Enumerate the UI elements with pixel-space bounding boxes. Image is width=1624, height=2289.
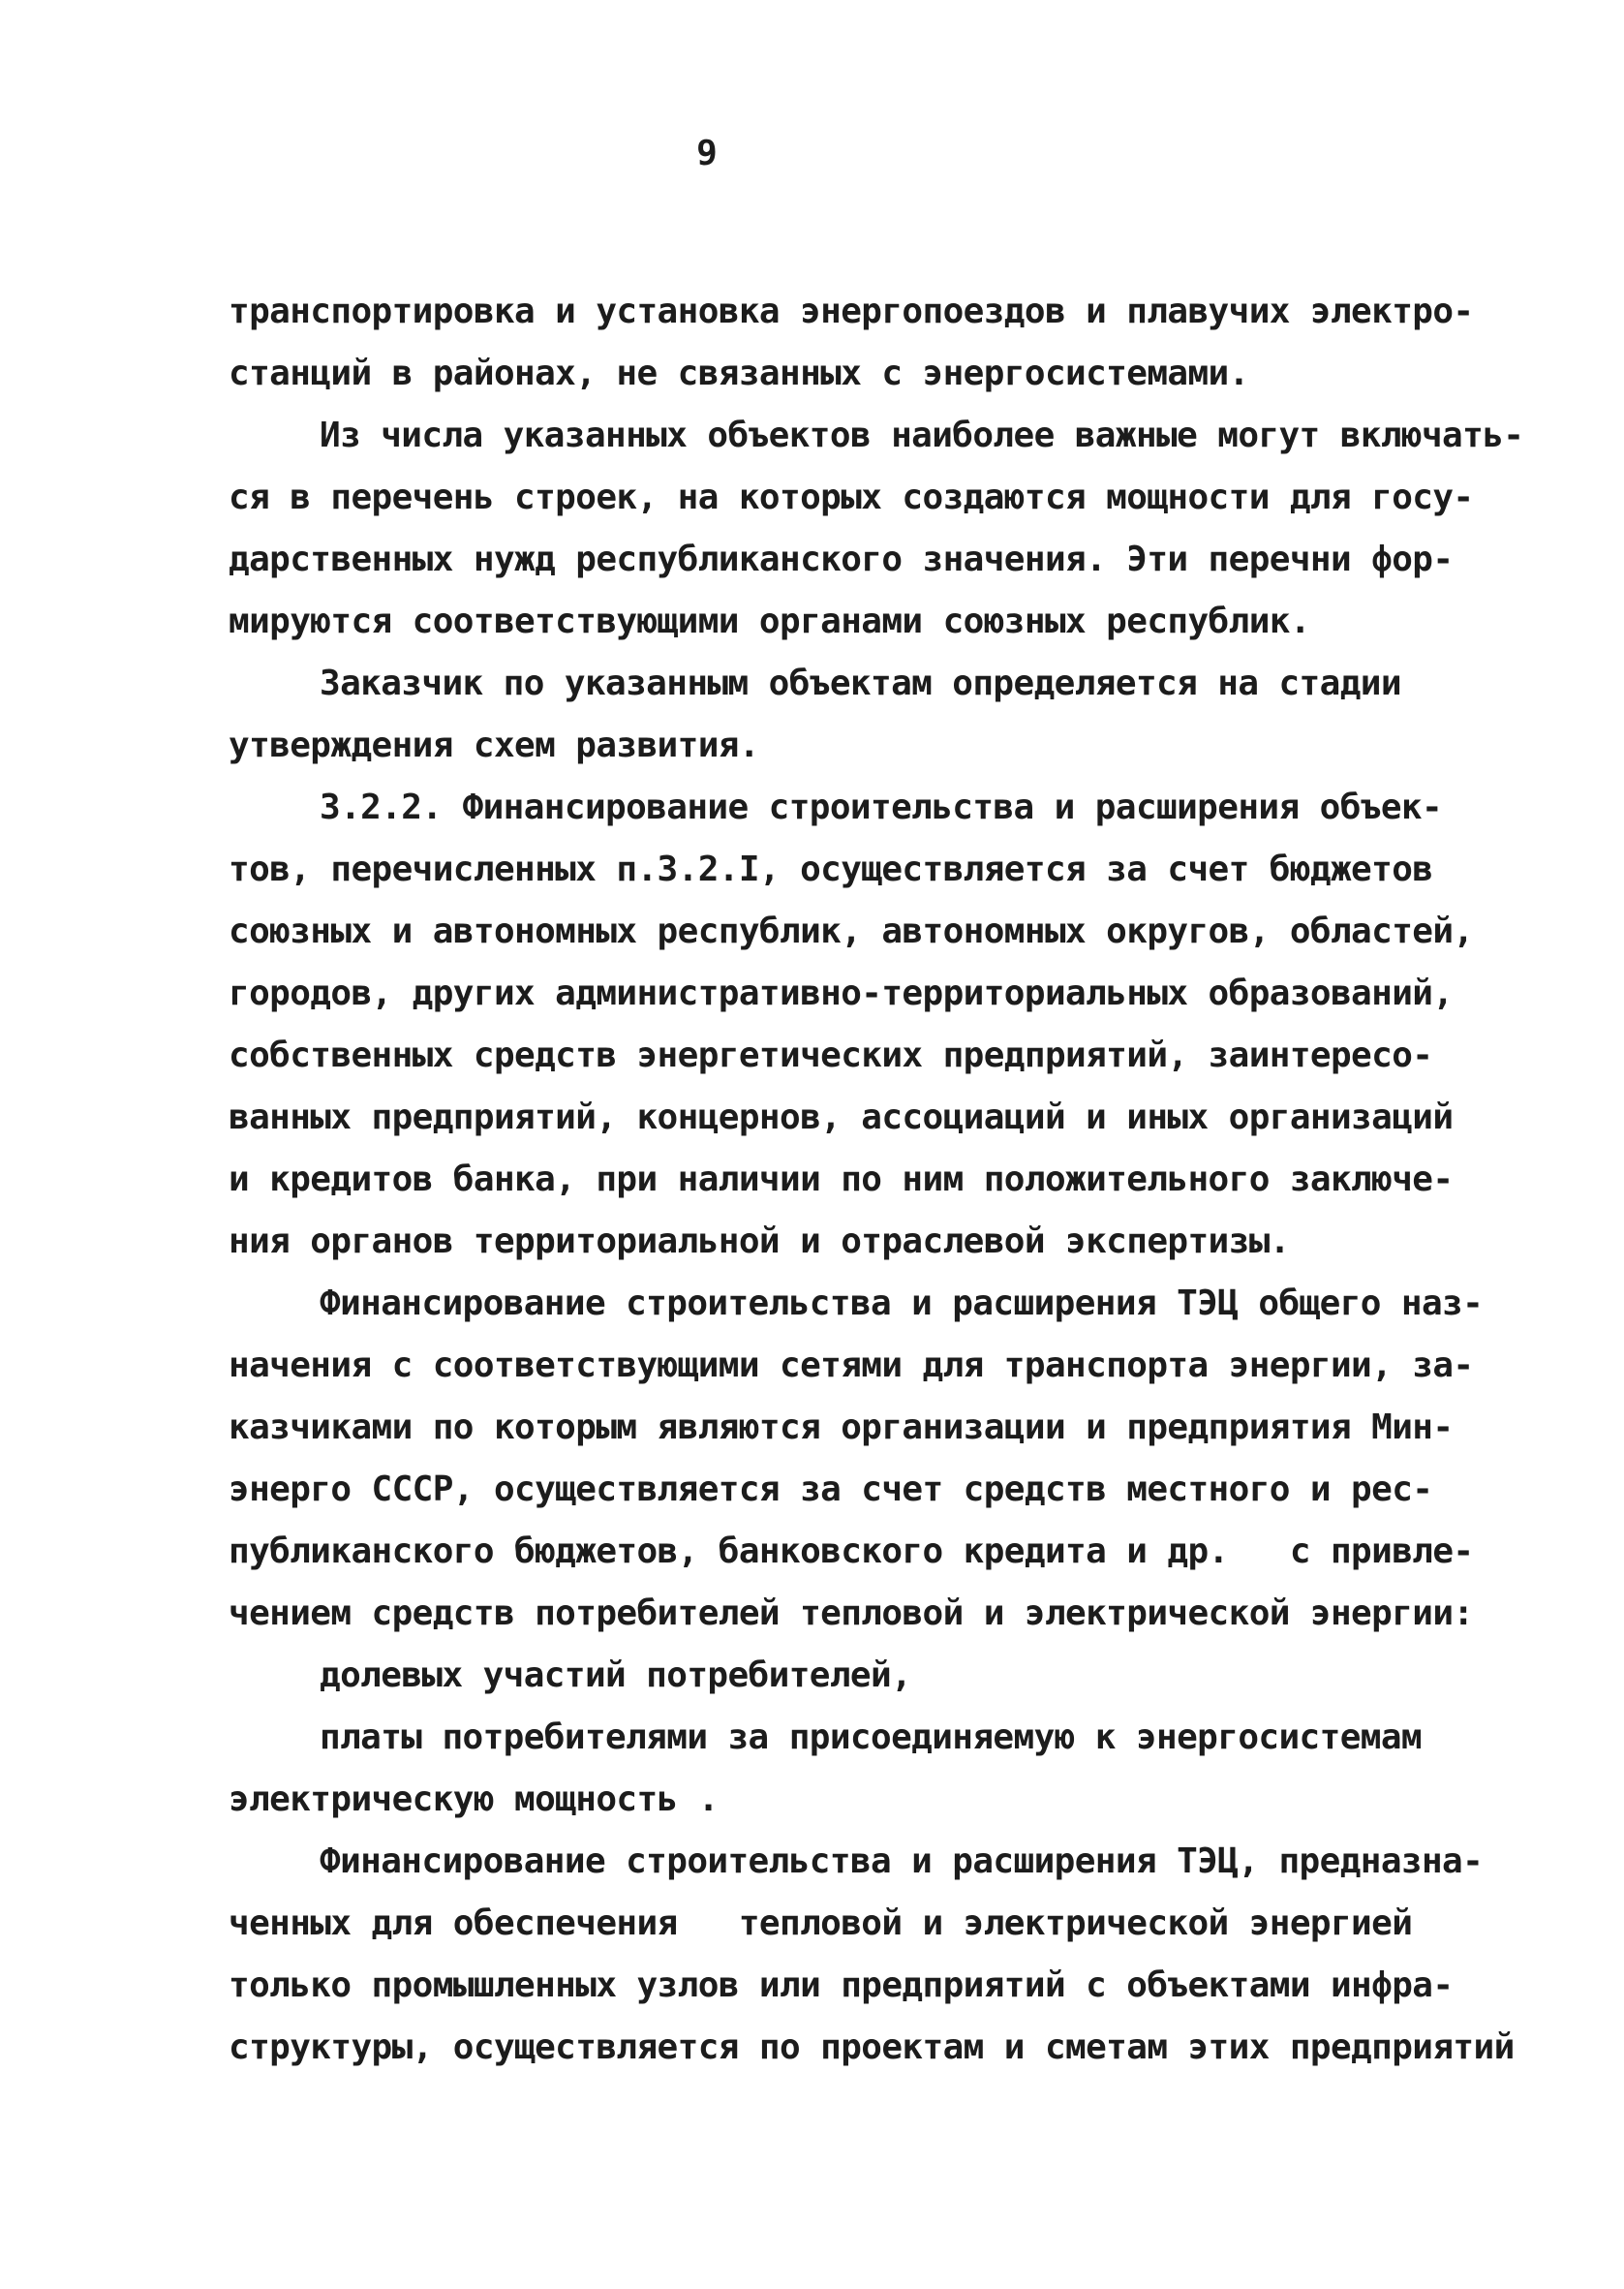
text-line: тов, перечисленных п.3.2.I, осуществляется за счет бюджетов: [229, 850, 1433, 889]
text-line: Заказчик по указанным объектам определяется на стадии: [320, 664, 1401, 703]
text-line: только промышленных узлов или предприятий с объектами инфра-: [229, 1965, 1454, 2005]
text-line: ния органов территориальной и отраслевой экспертизы.: [229, 1222, 1290, 1261]
text-line: союзных и автономных республик, автономных округов, областей,: [229, 912, 1474, 951]
text-line: начения с соответствующими сетями для транспорта энергии, за-: [229, 1346, 1474, 1385]
text-line: ся в перечень строек, на которых создаются мощности для госу-: [229, 478, 1474, 517]
text-line: и кредитов банка, при наличии по ним положительного заключе-: [229, 1160, 1454, 1199]
text-line: чением средств потребителей тепловой и электрической энергии:: [229, 1593, 1474, 1633]
text-line: станций в районах, не связанных с энергосистемами.: [229, 354, 1249, 393]
text-line: ванных предприятий, концернов, ассоциаций и иных организаций: [229, 1098, 1454, 1137]
page-number: 9: [696, 134, 718, 173]
text-line: дарственных нужд республиканского значения. Эти перечни фор-: [229, 540, 1454, 579]
text-line: Финансирование строительства и расширения ТЭЦ, предназна-: [320, 1841, 1484, 1881]
text-line: энерго СССР, осуществляется за счет средств местного и рес-: [229, 1469, 1433, 1509]
text-line: транспортировка и установка энергопоездов и плавучих электро-: [229, 292, 1474, 331]
text-line: платы потребителями за присоединяемую к энергосистемам: [320, 1717, 1422, 1757]
text-line: структуры, осуществляется по проектам и сметам этих предприятий: [229, 2027, 1515, 2067]
text-line: электрическую мощность .: [229, 1779, 719, 1819]
text-line: мируются соответствующими органами союзных республик.: [229, 602, 1310, 641]
text-line: 3.2.2. Финансирование строительства и расширения объек-: [320, 788, 1443, 827]
text-line: Из числа указанных объектов наиболее важные могут включать-: [320, 416, 1524, 455]
text-line: городов, других административно-территориальных образований,: [229, 974, 1454, 1013]
text-line: ченных для обеспечения тепловой и электрической энергией: [229, 1903, 1413, 1943]
text-line: казчиками по которым являются организации и предприятия Мин-: [229, 1407, 1454, 1447]
text-line: долевых участий потребителей,: [320, 1655, 912, 1695]
text-line: Финансирование строительства и расширения ТЭЦ общего наз-: [320, 1284, 1484, 1323]
text-line: собственных средств энергетических предприятий, заинтересо-: [229, 1036, 1433, 1075]
text-line: публиканского бюджетов, банковского кредита и др. с привле-: [229, 1531, 1474, 1571]
text-line: утверждения схем развития.: [229, 726, 759, 765]
